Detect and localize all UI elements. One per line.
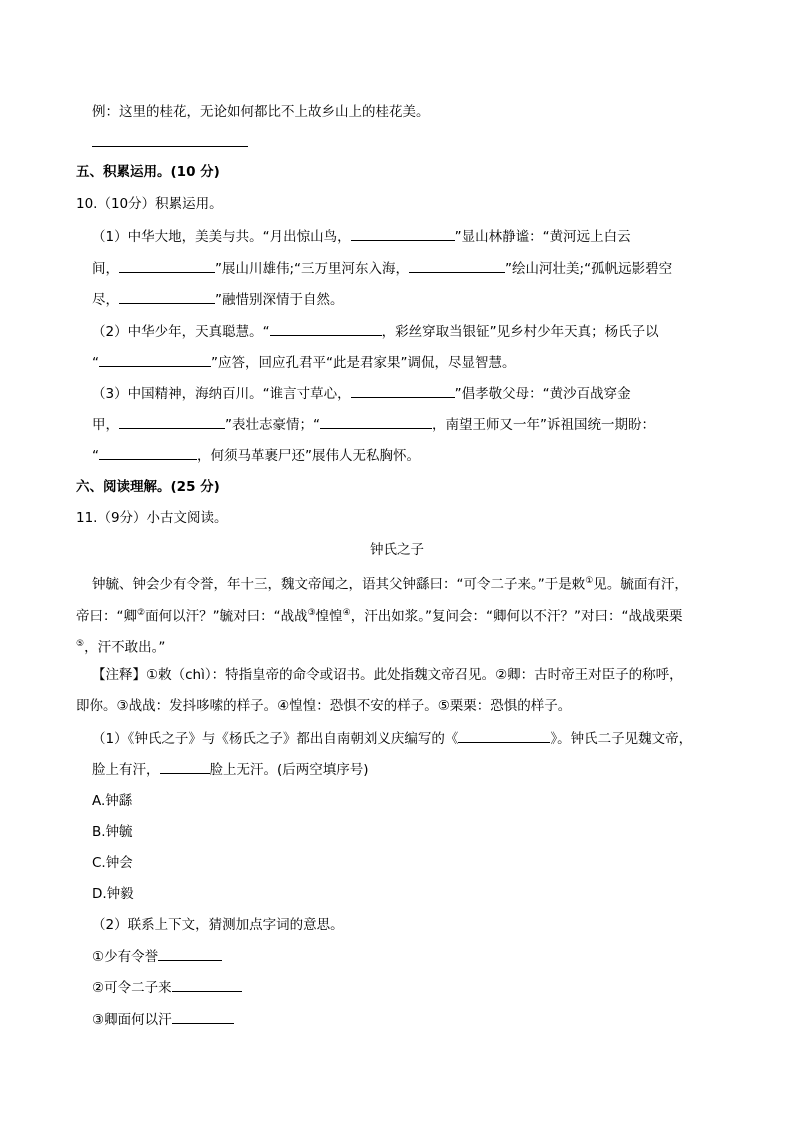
blank[interactable] <box>351 383 455 398</box>
footnote-marker: ② <box>137 608 146 618</box>
q10-p3-line2: 甲， ”表壮志豪情；“ ，南望王师又一年”诉祖国统一期盼： <box>92 414 655 435</box>
blank[interactable] <box>99 445 197 460</box>
item-1: ①少有令誉 <box>92 946 222 967</box>
q10-title: 10.（10分）积累运用。 <box>76 196 223 212</box>
footnote-marker: ① <box>585 576 594 586</box>
q10-p1-line3: 尽， ”融惜别深情于自然。 <box>92 289 344 310</box>
answer-line <box>92 146 248 147</box>
option-d[interactable]: D.钟毅 <box>92 886 134 902</box>
q10-p1-line2: 间， ”展山川雄伟;“三万里河东入海， ”绘山河壮美;“孤帆远影碧空 <box>92 258 672 279</box>
passage-line3: ⑤，汗不敢出。” <box>76 639 166 656</box>
option-a[interactable]: A.钟繇 <box>92 793 133 809</box>
blank[interactable] <box>270 321 382 336</box>
blank[interactable] <box>160 759 210 774</box>
section5-heading: 五、积累运用。(10 分) <box>76 164 220 180</box>
q10-p3-line1: （3）中国精神，海纳百川。“谁言寸草心， ”倡孝敬父母：“黄沙百战穿金 <box>92 383 631 404</box>
blank[interactable] <box>172 977 242 992</box>
note-line1: 【注释】①敕（chì）：特指皇帝的命令或诏书。此处指魏文帝召见。②卿：古时帝王对臣子的称呼， <box>92 667 683 683</box>
blank[interactable] <box>119 258 215 273</box>
item-2: ②可令二子来 <box>92 977 242 998</box>
blank[interactable] <box>320 414 432 429</box>
footnote-marker: ③ <box>307 608 316 618</box>
blank[interactable] <box>351 226 455 241</box>
blank[interactable] <box>409 258 505 273</box>
blank[interactable] <box>458 728 550 743</box>
sub2-line: （2）联系上下文，猜测加点字词的意思。 <box>92 917 344 933</box>
q10-p2-line2: “ ”应答，回应孔君平“此是君家果”调侃，尽显智慧。 <box>92 352 515 373</box>
blank[interactable] <box>119 289 215 304</box>
footnote-marker: ④ <box>342 608 351 618</box>
q10-p1-line1: （1）中华大地，美美与共。“月出惊山鸟， ”显山林静谧：“黄河远上白云 <box>92 226 631 247</box>
option-c[interactable]: C.钟会 <box>92 855 133 871</box>
section6-heading: 六、阅读理解。(25 分) <box>76 479 220 495</box>
note-line2: 即你。③战战：发抖哆嗦的样子。④惶惶：恐惧不安的样子。⑤栗栗：恐惧的样子。 <box>76 698 572 714</box>
q10-p3-line3: “ ，何须马革裹尸还”展伟人无私胸怀。 <box>92 445 420 466</box>
passage-line1: 钟毓、钟会少有令誉，年十三，魏文帝闻之，语其父钟繇曰：“可令二子来。”于是敕①见。毓面有汗， <box>92 576 688 593</box>
blank[interactable] <box>158 946 222 961</box>
passage-title: 钟氏之子 <box>370 542 424 558</box>
q11-title: 11.（9分）小古文阅读。 <box>76 510 228 526</box>
blank[interactable] <box>99 352 211 367</box>
blank[interactable] <box>172 1009 234 1024</box>
footnote-marker: ⑤ <box>76 639 85 649</box>
sub1-line2: 脸上有汗， 脸上无汗。(后两空填序号) <box>92 759 369 780</box>
passage-line2: 帝曰：“卿②面何以汗？”毓对曰：“战战③惶惶④，汗出如浆。”复问会：“卿何以不汗？”对曰：“战战栗栗 <box>76 608 683 625</box>
sub1-line1: （1）《钟氏之子》与《杨氏之子》都出自南朝刘义庆编写的《 》。钟氏二子见魏文帝， <box>92 728 692 749</box>
blank[interactable] <box>119 414 225 429</box>
option-b[interactable]: B.钟毓 <box>92 824 133 840</box>
example-line: 例：这里的桂花，无论如何都比不上故乡山上的桂花美。 <box>92 104 430 120</box>
q10-p2-line1: （2）中华少年，天真聪慧。“ ，彩丝穿取当银钲”见乡村少年天真；杨氏子以 <box>92 321 659 342</box>
item-3: ③卿面何以汗 <box>92 1009 234 1030</box>
